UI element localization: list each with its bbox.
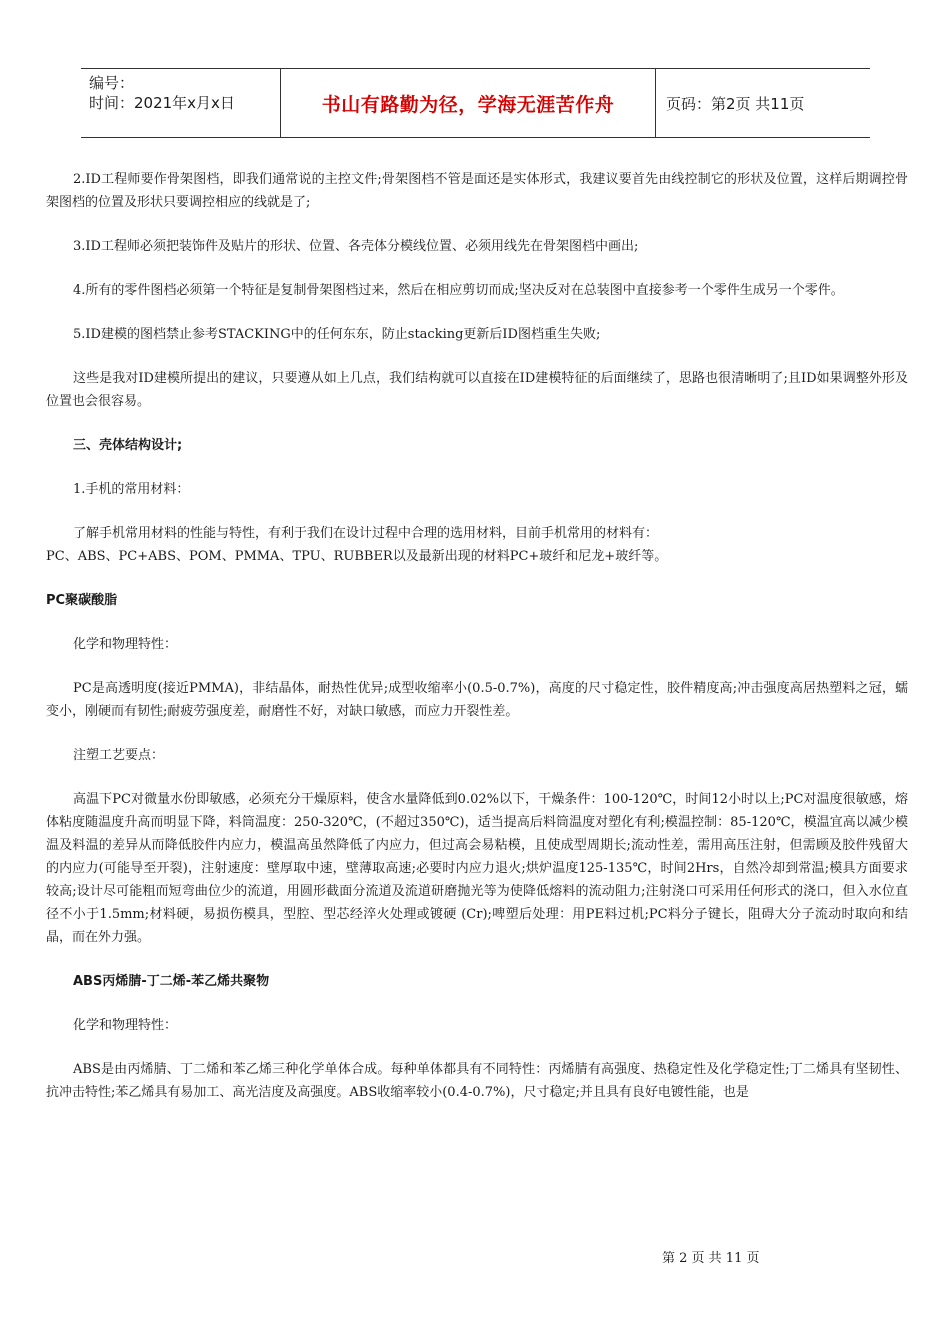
paragraph: PC是高透明度(接近PMMA)，非结晶体，耐热性优异;成型收缩率小(0.5-0.7%)，高度的尺寸稳定性，胶件精度高;冲击强度高居热塑料之冠，蠕变小，刚硬而有韧性;耐疲劳强度差，耐磨性不好，对缺口敏感，而应力开裂性差。 — [46, 681, 908, 719]
section-heading: 三、壳体结构设计; — [73, 438, 183, 453]
paragraph: 这些是我对ID建模所提出的建议，只要遵从如上几点，我们结构就可以直接在ID建模特征的后面继续了，思路也很清晰明了;且ID如果调整外形及位置也会很容易。 — [46, 371, 908, 409]
header-meta — [81, 69, 281, 137]
paragraph: ABS是由丙烯腈、丁二烯和苯乙烯三种化学单体合成。每种单体都具有不同特性：丙烯腈有高强度、热稳定性及化学稳定性;丁二烯具有坚韧性、抗冲击特性;苯乙烯具有易加工、高光洁度及高强度。ABS收缩率较小(0.4-0.7%)，尺寸稳定;并且具有良好电镀性能，也是 — [46, 1062, 908, 1100]
document-body — [46, 168, 908, 1125]
paragraph: 1.手机的常用材料： — [73, 482, 190, 497]
footer-page-number: 第 2 页 共 11 页 — [662, 1251, 760, 1266]
paragraph: 了解手机常用材料的性能与特性，有利于我们在设计过程中合理的选用材料，目前手机常用的材料有： — [73, 526, 659, 541]
paragraph: 4.所有的零件图档必须第一个特征是复制骨架图档过来，然后在相应剪切而成;坚决反对在总装图中直接参考一个零件生成另一个零件。 — [73, 283, 844, 298]
material-heading: PC聚碳酸脂 — [46, 593, 118, 608]
paragraph: 2.ID工程师要作骨架图档，即我们通常说的主控文件;骨架图档不管是面还是实体形式，我建议要首先由线控制它的形状及位置，这样后期调控骨架图档的位置及形状只要调控相应的线就是了; — [46, 172, 908, 210]
paragraph: PC、ABS、PC+ABS、POM、PMMA、TPU、RUBBER以及最新出现的材料PC+玻纤和尼龙+玻纤等。 — [46, 549, 668, 564]
paragraph: 化学和物理特性： — [73, 637, 178, 652]
paragraph: 5.ID建模的图档禁止参考STACKING中的任何东东，防止stacking更新后ID图档重生失败; — [73, 327, 601, 342]
header-motto: 书山有路勤为径，学海无涯苦作舟 — [281, 69, 656, 137]
material-heading: ABS丙烯腈-丁二烯-苯乙烯共聚物 — [73, 974, 270, 989]
page-header — [81, 68, 870, 138]
paragraph: 高温下PC对微量水份即敏感，必须充分干燥原料，使含水量降低到0.02%以下，干燥条件：100-120℃，时间12小时以上;PC对温度很敏感，熔体粘度随温度升高而明显下降，料筒温度：250-320℃，(不超过350℃)，适当提高后料筒温度对塑化有利;模温控制：85-120℃，模温宜高以减少模温及料温的差异从而降低胶件内应力，模温高虽然降低了内应力，但过高会易粘模，且使成型周期长;流动性差，需用高压注射，但需顾及胶件残留大的内应力(可能导至开裂)，注射速度：壁厚取中速，壁薄取高速;必要时内应力退火;烘炉温度125-135℃，时间2Hrs，自然冷却到常温;模具方面要求较高;设计尽可能粗而短弯曲位少的流道，用圆形截面分流道及流道研磨抛光等为使降低熔料的流动阻力;注射浇口可采用任何形式的浇口，但入水位直径不小于1.5mm;材料硬，易损伤模具，型腔、型芯经淬火处理或镀硬 (Cr);啤塑后处理：用PE料过机;PC料分子键长，阻碍大分子流动时取向和结晶，而在外力强。 — [46, 792, 908, 945]
document-time: 时间：2021年x月x日 — [89, 94, 235, 112]
header-page-number: 页码：第2页 共11页 — [666, 94, 805, 113]
paragraph: 3.ID工程师必须把装饰件及贴片的形状、位置、各壳体分模线位置、必须用线先在骨架图档中画出; — [73, 239, 639, 254]
paragraph: 注塑工艺要点： — [73, 748, 165, 763]
document-number-label: 编号： — [89, 74, 135, 92]
paragraph: 化学和物理特性： — [73, 1018, 178, 1033]
